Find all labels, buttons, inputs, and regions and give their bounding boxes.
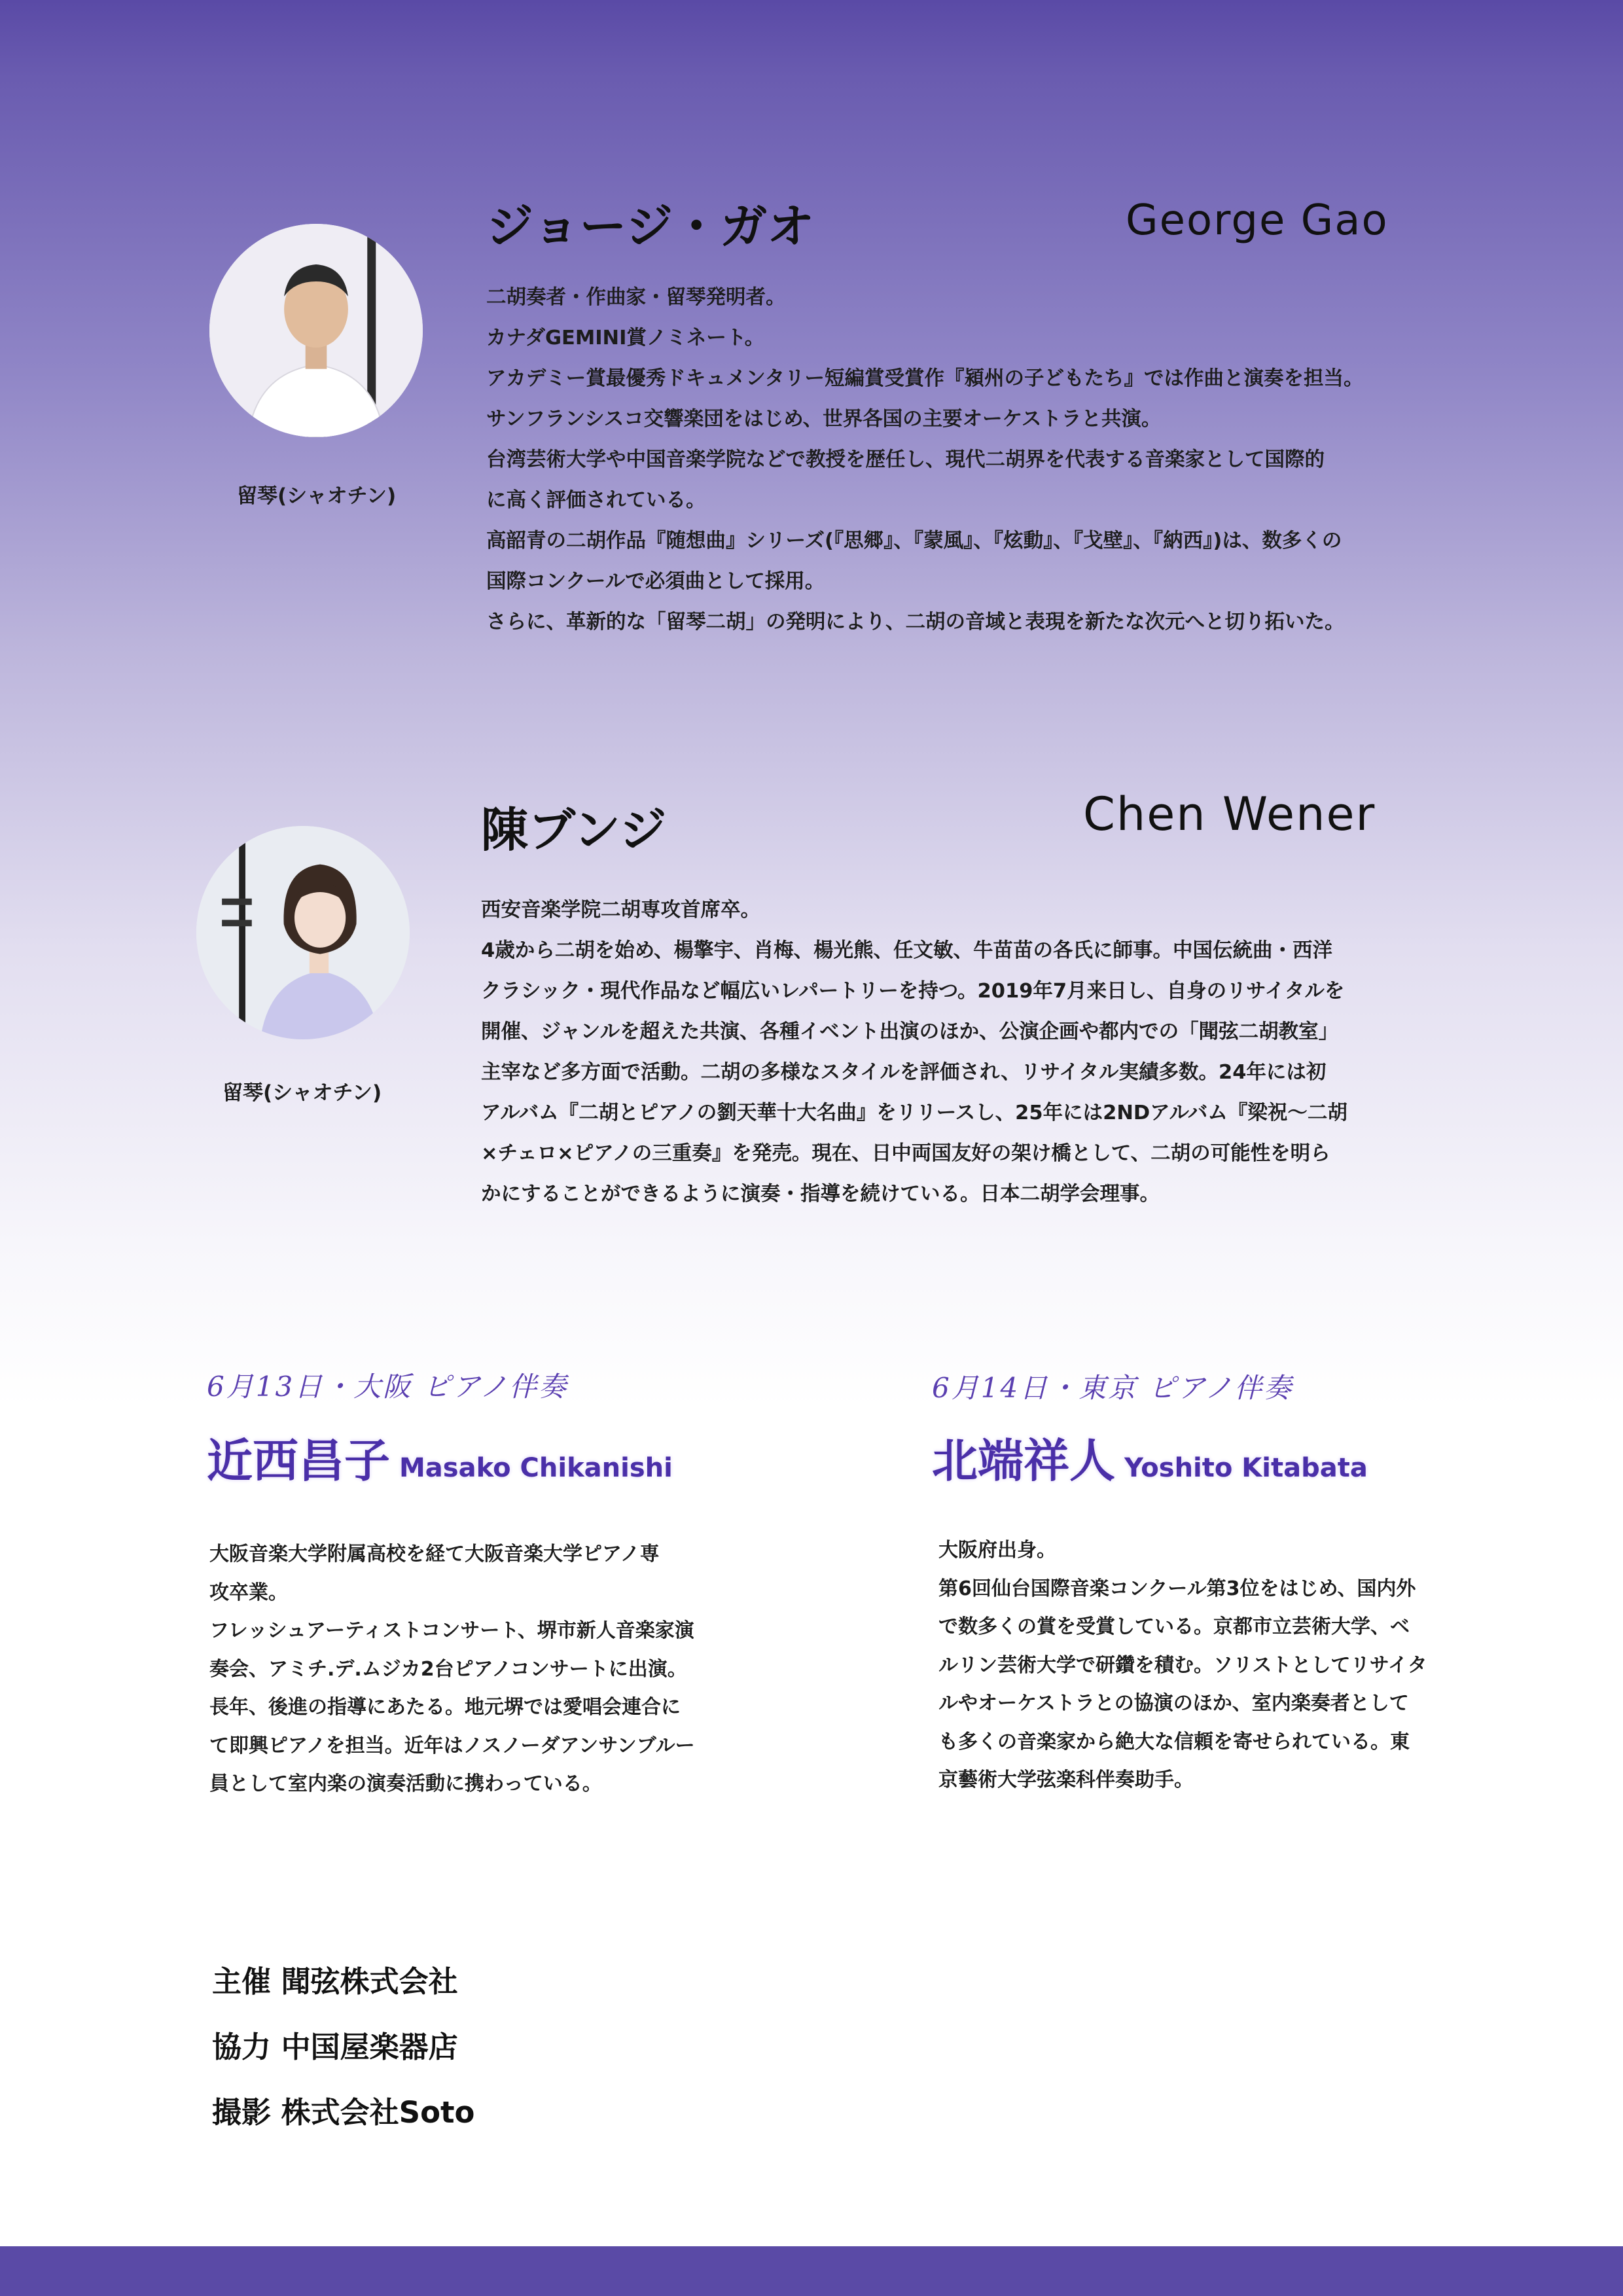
bio-line: ルリン芸術大学で研鑽を積む。ソリストとしてリサイタ [938, 1653, 1427, 1677]
bio-line: 京藝術大学弦楽科伴奏助手。 [938, 1768, 1194, 1791]
chen-name-en: Chen Wener [1083, 787, 1376, 841]
bio-line: 員として室内楽の演奏活動に携わっている。 [209, 1772, 602, 1795]
george-instrument-caption: 留琴(シャオチン) [237, 484, 397, 508]
credit-cooperation: 協力 中国屋楽器店 [212, 2030, 458, 2064]
bio-line: 攻卒業。 [209, 1581, 288, 1604]
bio-line: も多くの音楽家から絶大な信頼を寄せられている。東 [938, 1730, 1410, 1753]
portrait-icon [196, 826, 410, 1039]
bio-line: 国際コンクールで必須曲として採用。 [486, 570, 825, 593]
bio-line: 台湾芸術大学や中国音楽学院などで教授を歴任し、現代二胡界を代表する音楽家として国際的 [486, 448, 1325, 471]
bio-line: アルバム『二胡とピアノの劉天華十大名曲』をリリースし、25年には2NDアルバム『梁祝〜二胡 [481, 1102, 1347, 1124]
bio-line: さらに、革新的な「留琴二胡」の発明により、二胡の音域と表現を新たな次元へと切り拓いた。 [486, 611, 1345, 634]
credit-organizer: 主催 聞弦株式会社 [212, 1964, 458, 1999]
credit-photography: 撮影 株式会社Soto [212, 2095, 475, 2130]
bio-line: 高韶青の二胡作品『随想曲』シリーズ(『思郷』、『蒙風』、『炫動』、『戈壁』、『納西』)は、数多くの [486, 529, 1342, 552]
osaka-pianist-name-jp: 近西昌子 [207, 1434, 390, 1488]
bio-line: クラシック・現代作品など幅広いレパートリーを持つ。2019年7月来日し、自身のリサイタルを [481, 980, 1345, 1003]
osaka-date-label: 6月13日・大阪 ピアノ伴奏 [207, 1371, 569, 1403]
chen-instrument-caption: 留琴(シャオチン) [223, 1081, 382, 1105]
chen-bio [481, 890, 1397, 1215]
bio-line: に高く評価されている。 [486, 489, 706, 512]
bio-line: サンフランシスコ交響楽団をはじめ、世界各国の主要オーケストラと共演。 [486, 408, 1162, 431]
bio-line: フレッシュアーティストコンサート、堺市新人音楽家演 [209, 1619, 694, 1642]
bio-line: 4歳から二胡を始め、楊擎宇、肖梅、楊光熊、任文敏、牛苗苗の各氏に師事。中国伝統曲・西洋 [481, 939, 1332, 962]
bio-line: かにすることができるように演奏・指導を続けている。日本二胡学会理事。 [481, 1183, 1160, 1206]
bio-line: ×チェロ×ピアノの三重奏』を発売。現在、日中両国友好の架け橋として、二胡の可能性を明ら [481, 1142, 1330, 1165]
bio-line: 第6回仙台国際音楽コンクール第3位をはじめ、国内外 [938, 1577, 1416, 1600]
tokyo-pianist-bio [938, 1532, 1527, 1800]
tokyo-pianist-name-jp: 北端祥人 [932, 1434, 1115, 1488]
george-name-en: George Gao [1126, 196, 1389, 245]
george-bio [486, 278, 1402, 643]
bio-line: アカデミー賞最優秀ドキュメンタリー短編賞受賞作『潁州の子どもたち』では作曲と演奏を担当。 [486, 367, 1364, 390]
bio-line: 大阪府出身。 [938, 1539, 1056, 1562]
credits [212, 1949, 474, 2145]
footer-bar [0, 2246, 1623, 2296]
osaka-pianist-name [207, 1424, 673, 1490]
bio-line: 長年、後進の指導にあたる。地元堺では愛唱会連合に [209, 1696, 681, 1719]
bio-line: 大阪音楽大学附属高校を経て大阪音楽大学ピアノ専 [209, 1543, 660, 1566]
tokyo-pianist-name-en: Yoshito Kitabata [1124, 1453, 1368, 1483]
bio-line: 主宰など多方面で活動。二胡の多様なスタイルを評価され、リサイタル実績多数。24年には初 [481, 1061, 1327, 1084]
george-name-jp: ジョージ・ガオ [486, 199, 815, 254]
chen-wener-photo [196, 826, 410, 1039]
bio-line: 西安音楽学院二胡専攻首席卒。 [481, 899, 760, 922]
bio-line: 開催、ジャンルを超えた共演、各種イベント出演のほか、公演企画や都内での「聞弦二胡教室」 [481, 1020, 1339, 1043]
tokyo-pianist-name [932, 1424, 1368, 1490]
bio-line: 奏会、アミチ.デ.ムジカ2台ピアノコンサートに出演。 [209, 1657, 687, 1681]
osaka-pianist-bio [209, 1535, 772, 1804]
bio-line: カナダGEMINI賞ノミネート。 [486, 327, 765, 350]
tokyo-date-label: 6月14日・東京 ピアノ伴奏 [932, 1372, 1294, 1404]
george-gao-photo [209, 224, 423, 437]
bio-line: 二胡奏者・作曲家・留琴発明者。 [486, 286, 786, 309]
chen-name-jp: 陳ブンジ [481, 802, 667, 857]
bio-line: て即興ピアノを担当。近年はノスノーダアンサンブルー [209, 1734, 695, 1757]
bio-line: ルやオーケストラとの協演のほか、室内楽奏者として [938, 1692, 1409, 1715]
bio-line: で数多くの賞を受賞している。京都市立芸術大学、ベ [938, 1615, 1410, 1638]
portrait-icon [209, 224, 423, 437]
osaka-pianist-name-en: Masako Chikanishi [399, 1453, 673, 1483]
